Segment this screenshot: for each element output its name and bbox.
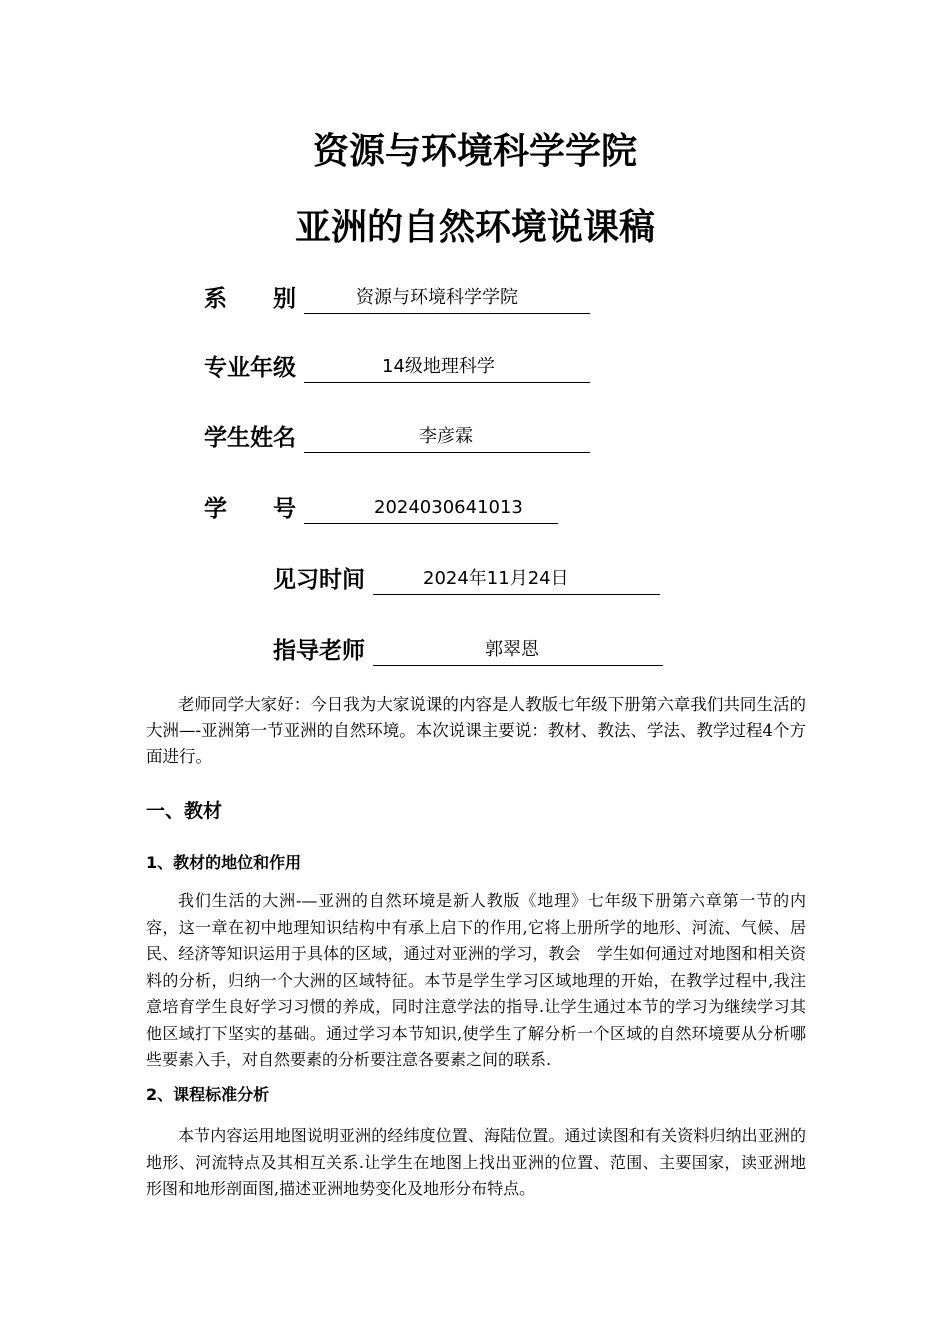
practice-time-value: 2024年11月24日 [423,568,569,589]
major-grade-label: 专业年级 [204,355,296,381]
advisor-row [273,634,673,668]
practice-time-label: 见习时间 [273,567,365,593]
student-name-value: 李彦霖 [419,426,473,447]
major-grade-row [204,351,604,385]
student-id-value: 2024030641013 [374,497,523,518]
curriculum-standard-paragraph: 本节内容运用地图说明亚洲的经纬度位置、海陆位置。通过读图和有关资料归纳出亚洲的地形、河流特点及其相互关系.让学生在地图上找出亚洲的位置、范围、主要国家，读亚洲地形图和地形剖面图,描述亚洲地势变化及地形分布特点。 [146,1126,806,1198]
student-name-label: 学生姓名 [204,425,296,451]
student-id-row [204,492,604,526]
major-grade-value: 14级地理科学 [382,356,495,377]
advisor-value: 郭翠恩 [485,639,539,660]
department-value: 资源与环境科学学院 [356,287,518,308]
student-name-row [204,421,604,455]
department-label: 系 别 [204,286,296,312]
subsection-heading-position-role: 1、教材的地位和作用 [146,853,302,872]
document-title: 亚洲的自然环境说课稿 [294,207,655,248]
position-role-paragraph: 我们生活的大洲-—亚洲的自然环境是新人教版《地理》七年级下册第六章第一节的内容，这一章在初中地理知识结构中有承上启下的作用,它将上册所学的地形、河流、气候、居民、经济等知识运用于具体的区域，通过对亚洲的学习，教会 学生如何通过对地图和相关资料的分析，归纳一个大洲的区域特征。本节是学生学习区域地理的开始，在教学过程中,我注意培育学生良好学习习惯的养成，同时注意学法的指导.让学生通过本节的学习为继续学习其他区域打下坚实的基础。通过学习本节知识,使学生了解分析一个区域的自然环境要从分析哪些要素入手，对自然要素的分析要注意各要素之间的联系. [146,891,806,1069]
advisor-label: 指导老师 [273,638,365,664]
section-heading-textbook: 一、教材 [146,800,223,822]
department-row [204,282,604,316]
practice-time-row [273,563,673,597]
intro-paragraph: 老师同学大家好：今日我为大家说课的内容是人教版七年级下册第六章我们共同生活的大洲—-亚洲第一节亚洲的自然环境。本次说课主要说：教材、教法、学法、教学过程4个方面进行。 [146,695,806,766]
student-id-label: 学 号 [204,496,296,522]
college-title: 资源与环境科学学院 [312,131,637,172]
subsection-heading-curriculum-standard: 2、课程标准分析 [146,1085,270,1104]
